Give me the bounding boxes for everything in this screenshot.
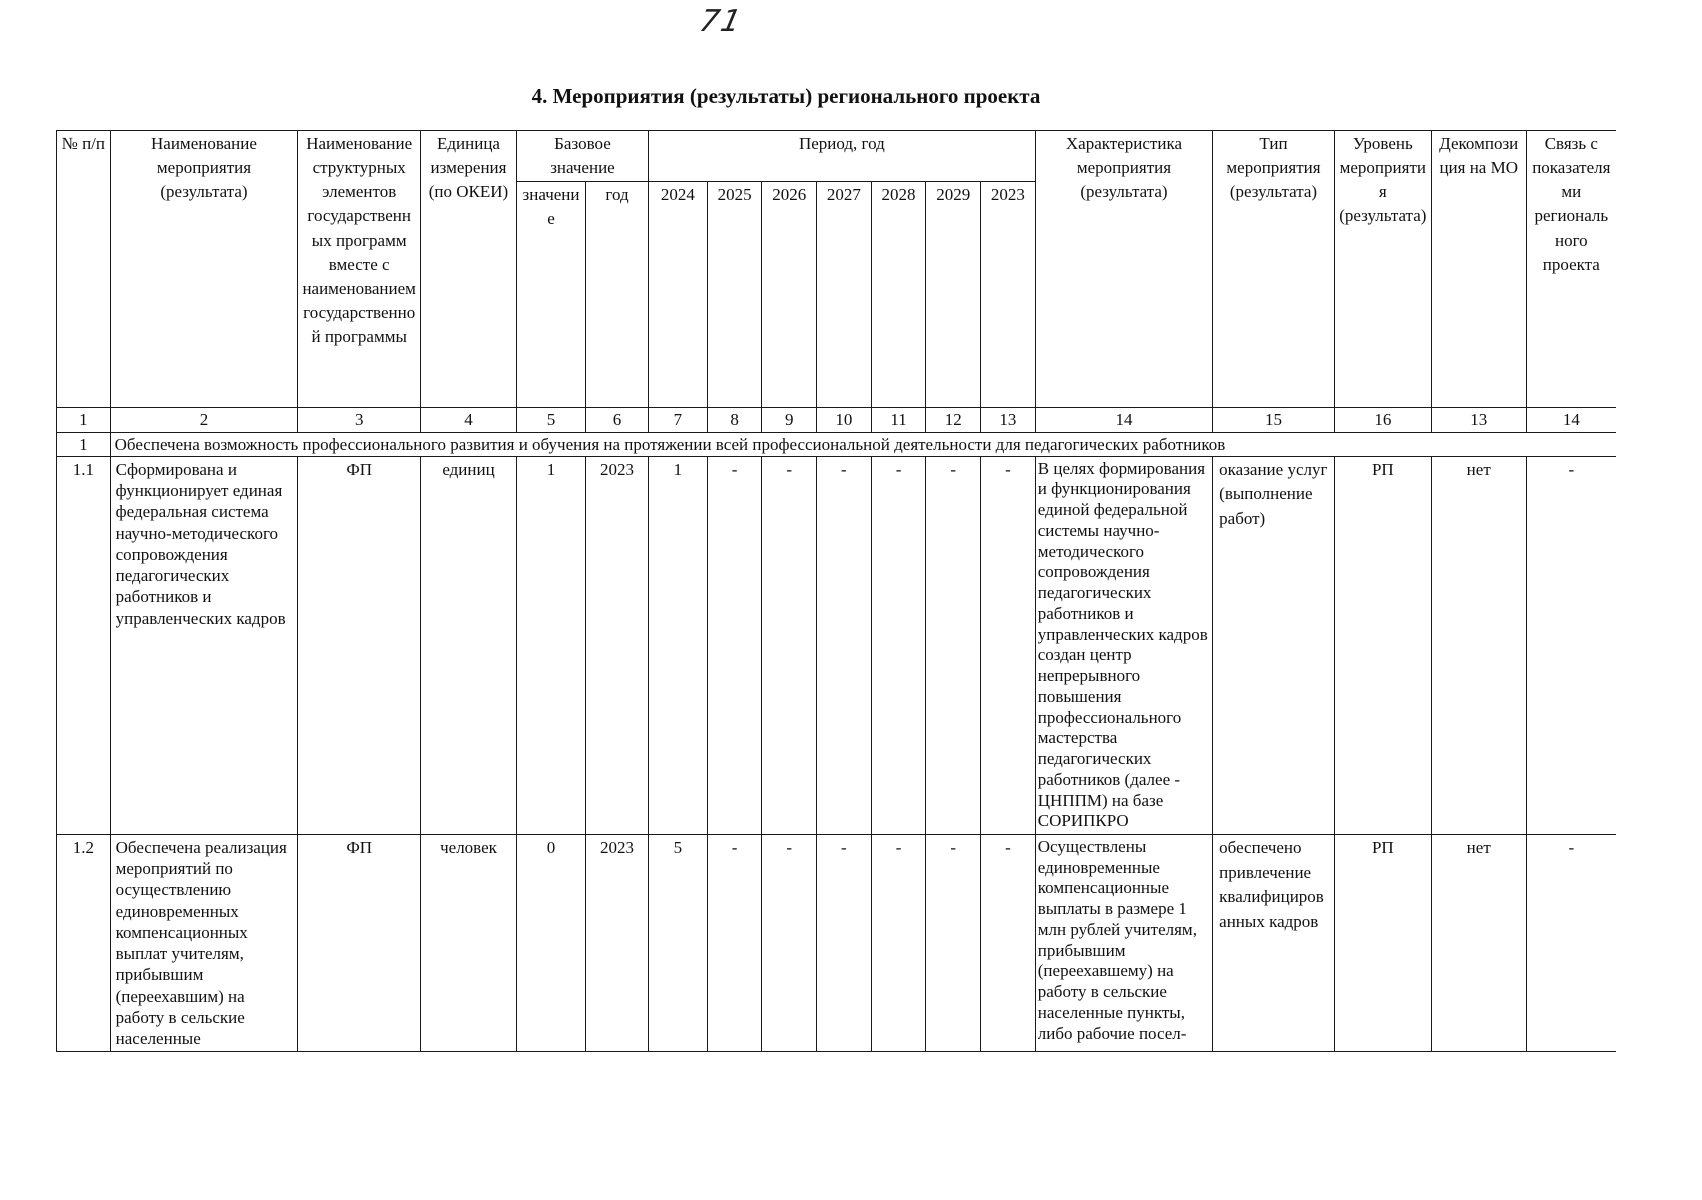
header-year: 2027 <box>817 182 872 408</box>
section-number: 1 <box>57 432 111 456</box>
column-number: 13 <box>1431 408 1526 432</box>
row-period-value: - <box>762 456 817 834</box>
header-year: 2024 <box>648 182 707 408</box>
header-year: 2026 <box>762 182 817 408</box>
row-period-value: - <box>817 456 872 834</box>
row-period-value: - <box>871 456 926 834</box>
table-row <box>57 834 1617 1052</box>
header-base-year: год <box>586 182 649 408</box>
row-decomposition: нет <box>1431 456 1526 834</box>
column-number: 5 <box>516 408 585 432</box>
row-characteristic: Осуществлены единовременные компенсационные выплаты в размере 1 млн рублей учителям, прибывшим (переехавшему) на работу в сельские населенные пункты, либо рабочие посел- <box>1035 834 1212 1052</box>
row-link: - <box>1526 456 1616 834</box>
row-decomposition: нет <box>1431 834 1526 1052</box>
row-base-value: 0 <box>516 834 585 1052</box>
header-col-period: Период, год <box>648 131 1035 182</box>
row-base-year: 2023 <box>586 456 649 834</box>
column-number: 4 <box>421 408 517 432</box>
header-col-level: Уровень мероприятия (результата) <box>1334 131 1431 408</box>
row-base-value: 1 <box>516 456 585 834</box>
row-period-value: 5 <box>648 834 707 1052</box>
header-col-struct: Наименование структурных элементов государственных программ вместе с наименованием государственной программы <box>298 131 421 408</box>
column-number: 10 <box>817 408 872 432</box>
row-type: оказание услуг (выполнение работ) <box>1213 456 1335 834</box>
row-type: обеспечено привлечение квалифицированных кадров <box>1213 834 1335 1052</box>
column-number: 14 <box>1035 408 1212 432</box>
row-name: Сформирована и функционирует единая федеральная система научно-методического сопровождения педагогических работников и управленческих кадров <box>110 456 298 834</box>
header-col-name: Наименование мероприятия (результата) <box>110 131 298 408</box>
row-number: 1.1 <box>57 456 111 834</box>
table-row <box>57 456 1617 834</box>
row-unit: человек <box>421 834 517 1052</box>
column-number: 16 <box>1334 408 1431 432</box>
row-level: РП <box>1334 834 1431 1052</box>
header-col-base: Базовое значение <box>516 131 648 182</box>
row-unit: единиц <box>421 456 517 834</box>
row-period-value: - <box>981 456 1036 834</box>
header-year: 2028 <box>871 182 926 408</box>
column-number: 1 <box>57 408 111 432</box>
row-name: Обеспечена реализация мероприятий по осуществлению единовременных компенсационных выплат учителям, прибывшим (переехавшим) на работу в сельские населенные <box>110 834 298 1052</box>
section-row <box>57 432 1617 456</box>
row-period-value: - <box>762 834 817 1052</box>
row-characteristic: В целях формирования и функционирования единой федеральной системы научно-методического сопровождения педагогических работников и управленческих кадров создан центр непрерывного повышения профессионального мастерства педагогических работников (далее - ЦНППМ) на базе СОРИПКРО <box>1035 456 1212 834</box>
column-number: 14 <box>1526 408 1616 432</box>
section-title: Обеспечена возможность профессионального развития и обучения на протяжении всей профессиональной деятельности для педагогических работников <box>110 432 1616 456</box>
row-period-value: - <box>707 456 762 834</box>
measures-table <box>56 130 1616 1052</box>
header-row-top <box>57 131 1617 182</box>
column-number: 11 <box>871 408 926 432</box>
column-number: 13 <box>981 408 1036 432</box>
row-period-value: - <box>981 834 1036 1052</box>
row-period-value: - <box>926 834 981 1052</box>
document-title: 4. Мероприятия (результаты) регионального проекта <box>531 84 1041 108</box>
header-year: 2029 <box>926 182 981 408</box>
header-col-characteristic: Характеристика мероприятия (результата) <box>1035 131 1212 408</box>
row-period-value: - <box>871 834 926 1052</box>
column-number: 7 <box>648 408 707 432</box>
column-number: 3 <box>298 408 421 432</box>
row-period-value: - <box>817 834 872 1052</box>
page-number: 71 <box>696 4 746 39</box>
column-number: 6 <box>586 408 649 432</box>
row-period-value: - <box>707 834 762 1052</box>
header-base-value: значение <box>516 182 585 408</box>
header-col-no: № п/п <box>57 131 111 408</box>
column-number: 8 <box>707 408 762 432</box>
row-base-year: 2023 <box>586 834 649 1052</box>
header-col-unit: Единица измерения (по ОКЕИ) <box>421 131 517 408</box>
row-struct: ФП <box>298 834 421 1052</box>
row-struct: ФП <box>298 456 421 834</box>
column-number: 15 <box>1213 408 1335 432</box>
row-level: РП <box>1334 456 1431 834</box>
row-number: 1.2 <box>57 834 111 1052</box>
row-link: - <box>1526 834 1616 1052</box>
header-col-decomposition: Декомпозиция на МО <box>1431 131 1526 408</box>
header-year: 2023 <box>981 182 1036 408</box>
header-year: 2025 <box>707 182 762 408</box>
column-number: 9 <box>762 408 817 432</box>
row-period-value: 1 <box>648 456 707 834</box>
column-number: 2 <box>110 408 298 432</box>
column-number-row <box>57 408 1617 432</box>
header-col-link: Связь с показателями регионального проекта <box>1526 131 1616 408</box>
header-col-type: Тип мероприятия (результата) <box>1213 131 1335 408</box>
row-period-value: - <box>926 456 981 834</box>
column-number: 12 <box>926 408 981 432</box>
